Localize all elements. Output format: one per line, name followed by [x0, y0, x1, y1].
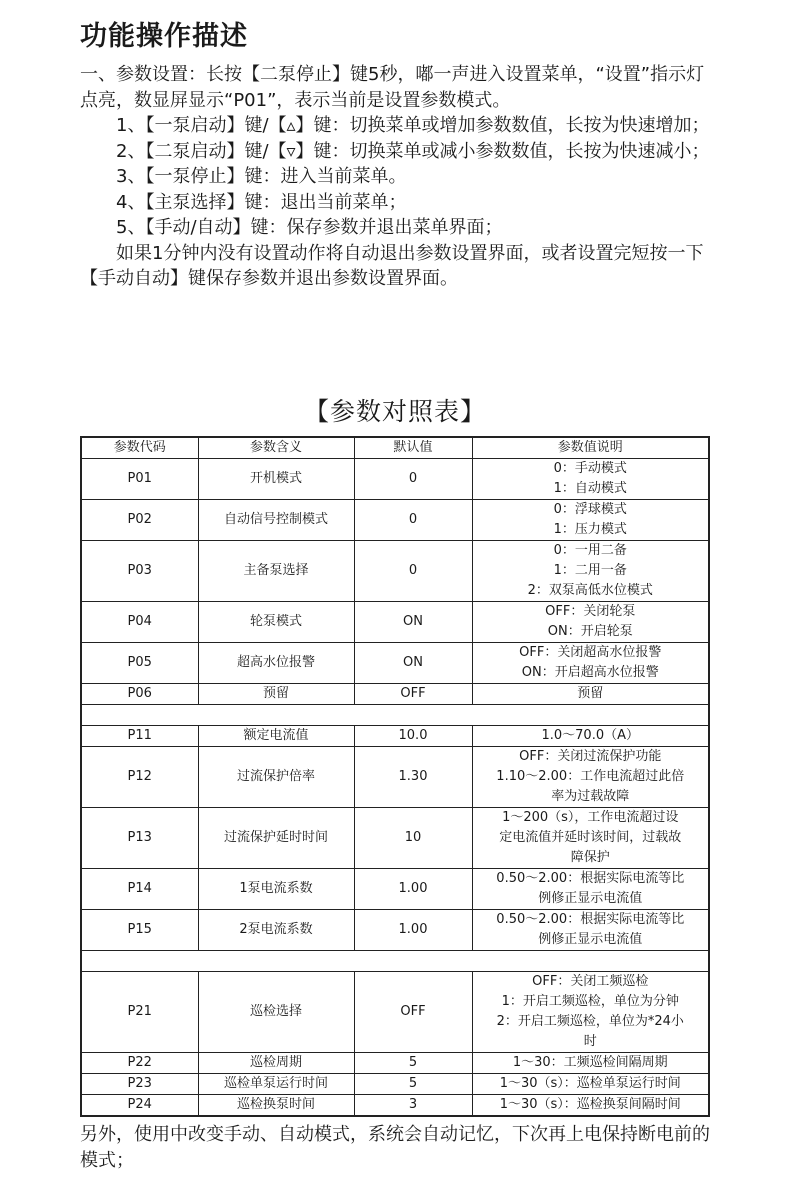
param-default: 10	[354, 808, 472, 869]
instruction-item-2: 2、【二泵启动】键/【▿】键：切换菜单或减小参数数值，长按为快速减小；	[116, 140, 710, 162]
param-name: 主备泵选择	[198, 541, 354, 602]
param-name: 额定电流值	[198, 726, 354, 747]
param-desc: 0：一用二备 1：二用一备 2：双泵高低水位模式	[472, 541, 709, 602]
table-row	[81, 1074, 709, 1095]
footer-note: 另外，使用中改变手动、自动模式，系统会自动记忆，下次再上电保持断电前的模式；	[80, 1124, 710, 1171]
param-default: ON	[354, 602, 472, 643]
param-desc: OFF：关闭超高水位报警 ON：开启超高水位报警	[472, 643, 709, 684]
param-code: P23	[81, 1074, 198, 1095]
param-desc: 0：手动模式 1：自动模式	[472, 459, 709, 500]
table-row	[81, 1095, 709, 1117]
parameter-table	[80, 436, 710, 1117]
param-code: P21	[81, 972, 198, 1053]
header-desc: 参数值说明	[472, 437, 709, 459]
param-code: P04	[81, 602, 198, 643]
param-code: P15	[81, 910, 198, 951]
table-row	[81, 910, 709, 951]
param-code: P01	[81, 459, 198, 500]
param-desc: OFF：关闭工频巡检 1：开启工频巡检，单位为分钟 2：开启工频巡检，单位为*24小 时	[472, 972, 709, 1053]
param-desc: 0.50～2.00：根据实际电流等比 例修正显示电流值	[472, 910, 709, 951]
param-name: 2泵电流系数	[198, 910, 354, 951]
instructions	[80, 62, 720, 292]
param-code: P12	[81, 747, 198, 808]
param-desc: 1～200（s），工作电流超过设 定电流值并延时该时间，过载故 障保护	[472, 808, 709, 869]
instruction-item-4: 4、【主泵选择】键：退出当前菜单；	[116, 191, 407, 213]
param-default: 10.0	[354, 726, 472, 747]
header-name: 参数含义	[198, 437, 354, 459]
param-code: P13	[81, 808, 198, 869]
param-default: 5	[354, 1074, 472, 1095]
instruction-intro: 一、参数设置：长按【二泵停止】键5秒，嘟一声进入设置菜单，“设置”指示灯点亮，数显屏显示“P01”，表示当前是设置参数模式。	[80, 64, 705, 111]
param-name: 预留	[198, 684, 354, 705]
param-name: 巡检选择	[198, 972, 354, 1053]
table-row	[81, 747, 709, 808]
table-row	[81, 1053, 709, 1074]
table-separator-row	[81, 705, 709, 726]
param-default: 1.00	[354, 910, 472, 951]
table-title: 【参数对照表】	[303, 397, 486, 426]
header-code: 参数代码	[81, 437, 198, 459]
separator-cell	[81, 951, 709, 972]
param-name: 巡检换泵时间	[198, 1095, 354, 1117]
instruction-item-1: 1、【一泵启动】键/【▵】键：切换菜单或增加参数数值，长按为快速增加；	[116, 115, 710, 136]
table-row	[81, 643, 709, 684]
param-desc: 1.0～70.0（A）	[472, 726, 709, 747]
table-row	[81, 459, 709, 500]
param-name: 开机模式	[198, 459, 354, 500]
param-code: P05	[81, 643, 198, 684]
param-desc: 0：浮球模式 1：压力模式	[472, 500, 709, 541]
param-code: P03	[81, 541, 198, 602]
param-desc: 1～30：工频巡检间隔周期	[472, 1053, 709, 1074]
param-default: 3	[354, 1095, 472, 1117]
separator-cell	[81, 705, 709, 726]
param-default: 1.30	[354, 747, 472, 808]
table-row	[81, 808, 709, 869]
param-default: OFF	[354, 684, 472, 705]
param-default: 1.00	[354, 869, 472, 910]
param-desc: 1～30（s）：巡检换泵间隔时间	[472, 1095, 709, 1117]
param-code: P06	[81, 684, 198, 705]
page-heading: 功能操作描述	[80, 21, 248, 52]
table-separator-row	[81, 951, 709, 972]
param-name: 巡检周期	[198, 1053, 354, 1074]
param-desc: OFF：关闭过流保护功能 1.10～2.00：工作电流超过此倍 率为过载故障	[472, 747, 709, 808]
table-row	[81, 602, 709, 643]
param-default: 0	[354, 459, 472, 500]
param-code: P11	[81, 726, 198, 747]
table-row	[81, 541, 709, 602]
table-row	[81, 972, 709, 1053]
param-name: 轮泵模式	[198, 602, 354, 643]
instruction-item-5: 5、【手动/自动】键：保存参数并退出菜单界面；	[116, 217, 503, 238]
table-row	[81, 500, 709, 541]
param-desc: OFF：关闭轮泵 ON：开启轮泵	[472, 602, 709, 643]
table-row	[81, 684, 709, 705]
param-default: 0	[354, 541, 472, 602]
table-header-row	[81, 437, 709, 459]
param-default: 0	[354, 500, 472, 541]
table-row	[81, 726, 709, 747]
table-row	[81, 869, 709, 910]
header-default: 默认值	[354, 437, 472, 459]
param-code: P24	[81, 1095, 198, 1117]
param-desc: 预留	[472, 684, 709, 705]
param-default: ON	[354, 643, 472, 684]
instruction-note: 如果1分钟内没有设置动作将自动退出参数设置界面，或者设置完短按一下【手动自动】键保存参数并退出参数设置界面。	[80, 242, 704, 289]
instruction-item-3: 3、【一泵停止】键：进入当前菜单。	[116, 166, 407, 187]
param-name: 1泵电流系数	[198, 869, 354, 910]
param-name: 过流保护延时时间	[198, 808, 354, 869]
param-name: 过流保护倍率	[198, 747, 354, 808]
param-default: OFF	[354, 972, 472, 1053]
param-name: 自动信号控制模式	[198, 500, 354, 541]
param-desc: 1～30（s）：巡检单泵运行时间	[472, 1074, 709, 1095]
param-code: P02	[81, 500, 198, 541]
param-desc: 0.50～2.00：根据实际电流等比 例修正显示电流值	[472, 869, 709, 910]
param-code: P22	[81, 1053, 198, 1074]
param-name: 巡检单泵运行时间	[198, 1074, 354, 1095]
param-default: 5	[354, 1053, 472, 1074]
param-name: 超高水位报警	[198, 643, 354, 684]
param-code: P14	[81, 869, 198, 910]
